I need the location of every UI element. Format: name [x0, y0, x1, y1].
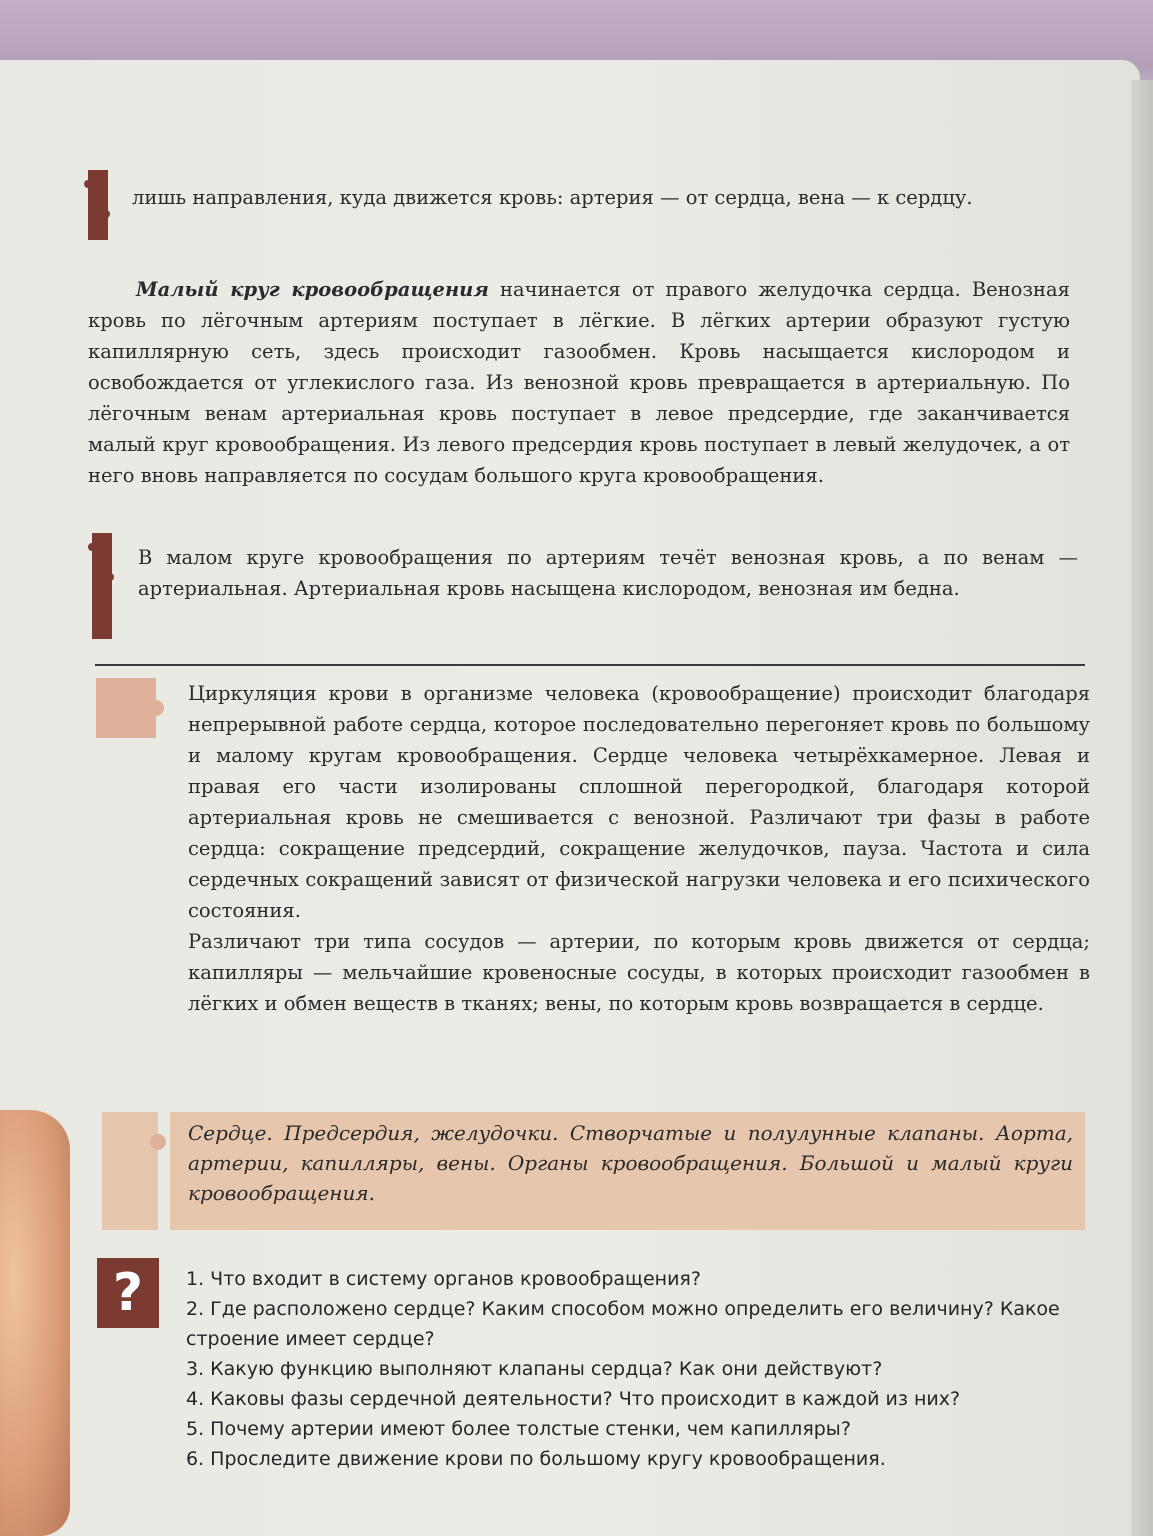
intro-paragraph: лишь направления, куда движется кровь: артерия — от сердца, вена — к сердцу. [132, 186, 973, 209]
small-circle-text: начинается от правого желудочка сердца. Венозная кровь по лёгочным артериям поступает в лёгкие. В лёгких артерии образуют густую капиллярную сеть, здесь происходит газообмен. Кровь насыщается кислородом и освобождается от углекислого газа. Из венозной кровь превращается в артериальную. По лёгочным венам артериальная кровь поступает в левое предсердие, где заканчивается малый круг кровообращения. Из левого предсердия кровь поступает в левый желудочек, а от него вновь направляется по сосудам большого круга кровообращения. [88, 278, 1070, 487]
summary-puzzle-icon [96, 678, 156, 738]
summary-text [188, 678, 1090, 1019]
small-circle-lead: Малый круг кровообращения [136, 278, 489, 301]
key-terms-puzzle-icon [102, 1112, 158, 1230]
summary-paragraph-2: Различают три типа сосудов — артерии, по которым кровь движется от сердца; капилляры — мельчайшие кровеносные сосуды, в которых происходит газообмен в лёгких и обмен веществ в тканях; вены, по которым кровь возвращается в сердце. [188, 930, 1090, 1015]
question-item: 5. Почему артерии имеют более толстые стенки, чем капилляры? [186, 1418, 851, 1440]
question-icon: ? [97, 1258, 159, 1328]
puzzle-marker-icon [92, 533, 112, 639]
question-item: 1. Что входит в систему органов кровообращения? [186, 1268, 701, 1290]
summary-paragraph-1: Циркуляция крови в организме человека (кровообращение) происходит благодаря непрерывной работе сердца, которое последовательно перегоняет кровь по большому и малому кругам кровообращения. Сердце человека четырёхкамерное. Левая и правая его части изолированы сплошной перегородкой, благодаря которой артериальная кровь не смешивается с венозной. Различают три фазы в работе сердца: сокращение предсердий, сокращение желудочков, пауза. Частота и сила сердечных сокращений зависят от физической нагрузки человека и его психического состояния. [188, 682, 1090, 922]
question-item: 6. Проследите движение крови по большому кругу кровообращения. [186, 1448, 886, 1470]
section-divider [95, 664, 1085, 666]
note-text [138, 542, 1078, 604]
puzzle-marker-icon [88, 170, 108, 240]
small-circle-paragraph [88, 274, 1070, 491]
question-item: 4. Каковы фазы сердечной деятельности? Что происходит в каждой из них? [186, 1388, 961, 1410]
note-paragraph: В малом круге кровообращения по артериям течёт венозная кровь, а по венам — артериальная. Артериальная кровь насыщена кислородом, венозная им бедна. [138, 546, 1078, 600]
page-edge [1131, 80, 1153, 1536]
intro-text [132, 182, 1057, 213]
questions-list [186, 1264, 1111, 1474]
question-item: 2. Где расположено сердце? Каким способом можно определить его величину? Какое строение имеет сердце? [186, 1298, 1060, 1350]
question-item: 3. Какую функцию выполняют клапаны сердца? Как они действуют? [186, 1358, 883, 1380]
key-terms-text: Сердце. Предсердия, желудочки. Створчатые и полулунные клапаны. Аорта, артерии, капилляры, вены. Органы кровообращения. Большой и малый круги кровообращения. [188, 1121, 1073, 1205]
key-terms-box [170, 1112, 1085, 1230]
thumb [0, 1110, 70, 1536]
